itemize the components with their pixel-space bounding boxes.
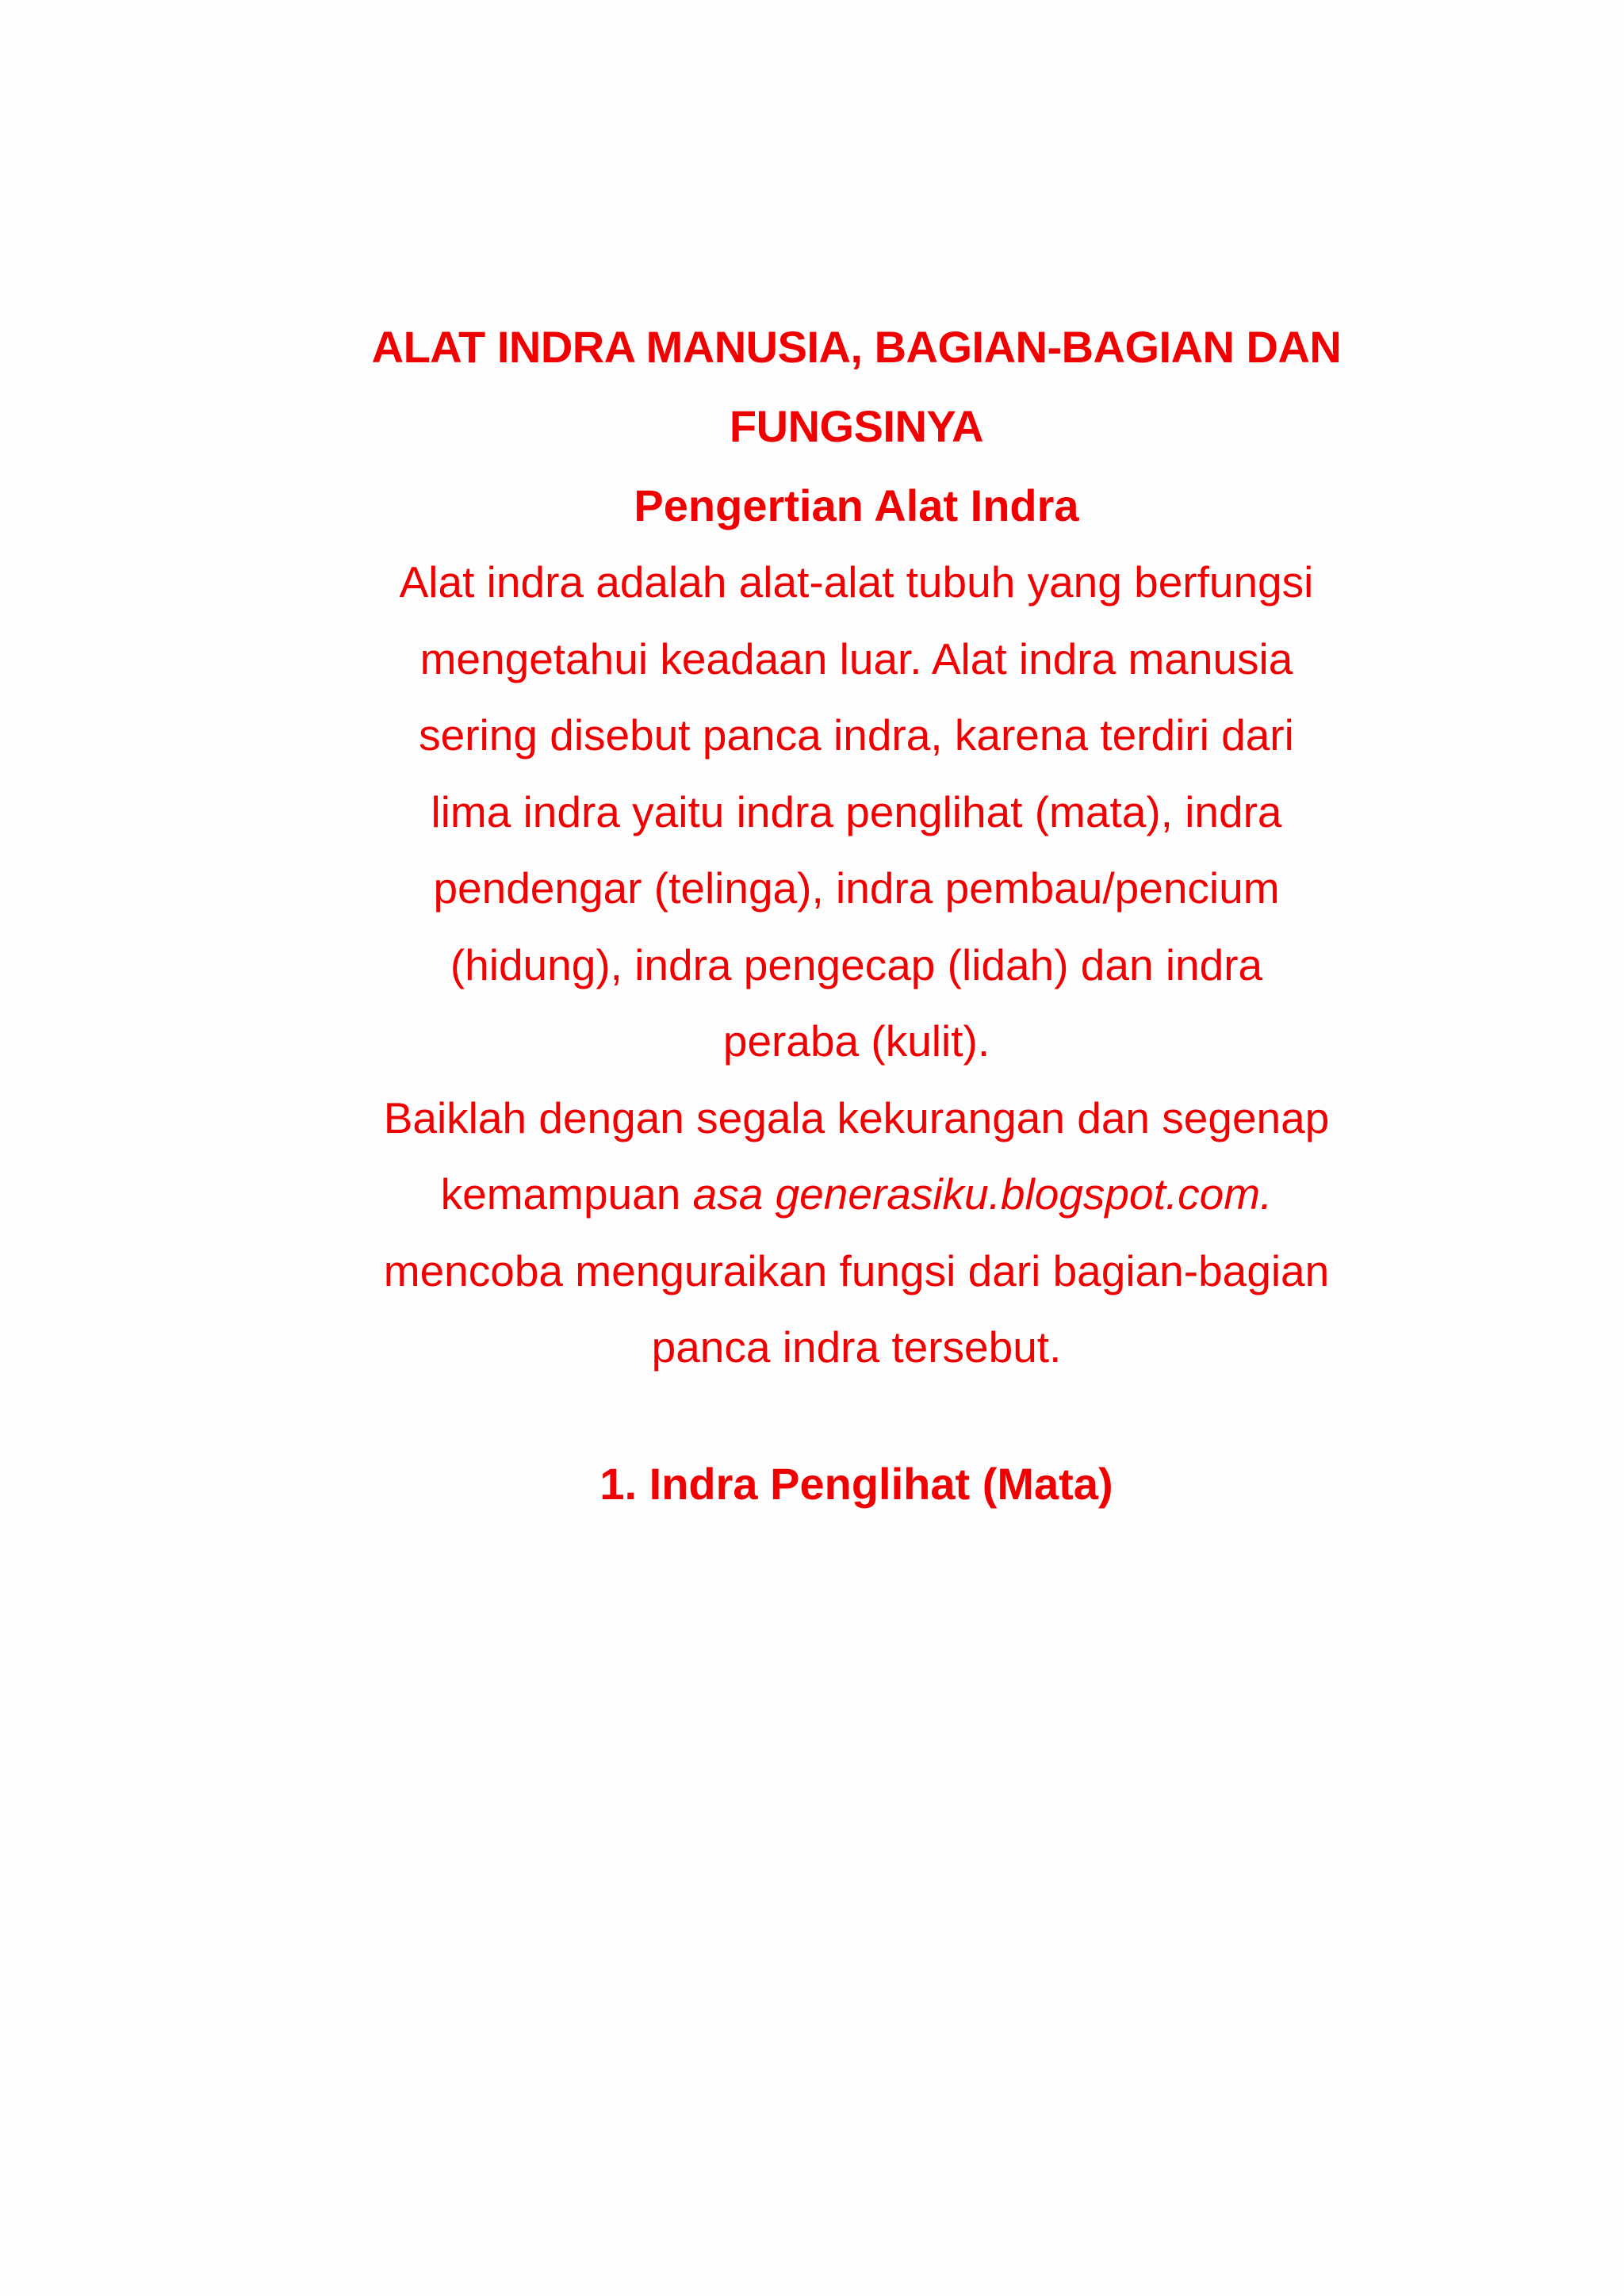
paragraph-line: (hidung), indra pengecap (lidah) dan indra	[450, 939, 1263, 989]
paragraph-line: lima indra yaitu indra penglihat (mata), indra	[431, 786, 1282, 836]
paragraph-line: mengetahui keadaan luar. Alat indra manusia	[419, 633, 1293, 683]
section-heading: 1. Indra Penglihat (Mata)	[599, 1458, 1113, 1509]
blog-name-text: asa generasiku.blogspot.com.	[692, 1169, 1273, 1219]
paragraph-line: sering disebut panca indra, karena terdiri dari	[419, 710, 1294, 760]
paragraph-line: panca indra tersebut.	[651, 1322, 1062, 1372]
document-title	[301, 308, 1411, 466]
intro-paragraph	[301, 1080, 1411, 1386]
paragraph-line-prefix: kemampuan	[440, 1169, 693, 1219]
paragraph-line: peraba (kulit).	[722, 1016, 990, 1066]
paragraph-line: Baiklah dengan segala kekurangan dan segenap	[383, 1093, 1330, 1142]
section-subtitle: Pengertian Alat Indra	[634, 480, 1079, 530]
paragraph-line: pendengar (telinga), indra pembau/pencium	[433, 863, 1280, 913]
paragraph-line: mencoba menguraikan fungsi dari bagian-bagian	[383, 1246, 1330, 1295]
definition-paragraph	[301, 544, 1411, 1080]
title-line-2: FUNGSINYA	[729, 401, 984, 451]
paragraph-line: Alat indra adalah alat-alat tubuh yang berfungsi	[399, 557, 1314, 607]
document-content	[301, 308, 1411, 1524]
title-line-1: ALAT INDRA MANUSIA, BAGIAN-BAGIAN DAN	[371, 322, 1342, 372]
